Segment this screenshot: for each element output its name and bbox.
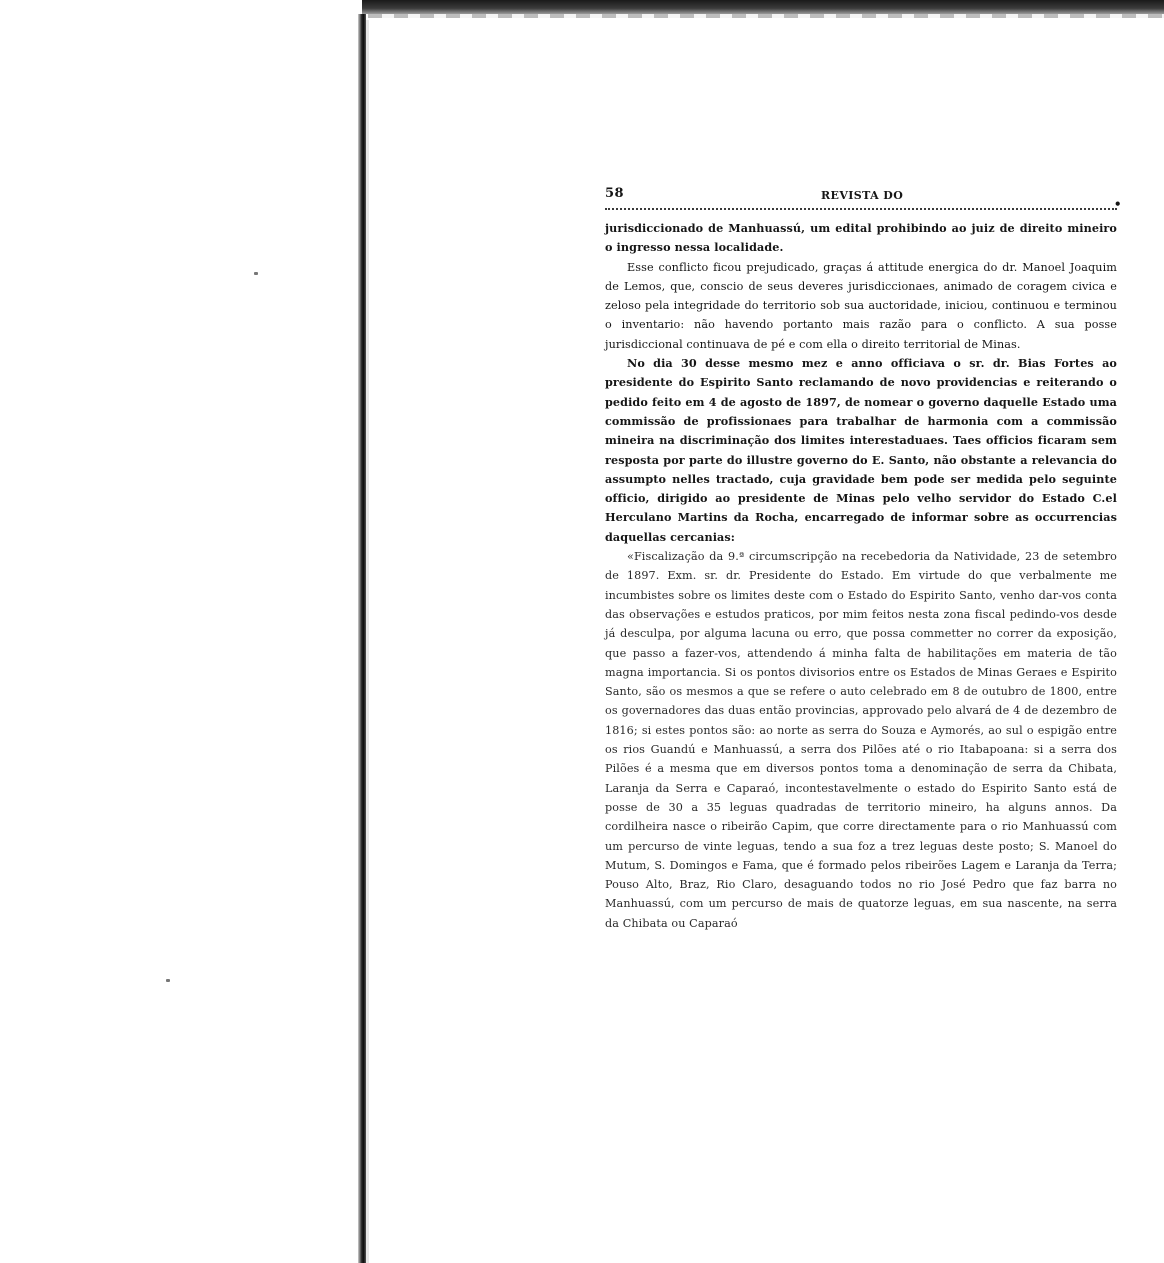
running-head [605, 186, 1122, 211]
paragraph: No dia 30 desse mesmo mez e anno officiava o sr. dr. Bias Fortes ao presidente do Espirito Santo reclamando de novo providencias e reiterando o pedido feito em 4 de agosto de 1897, de nomear o governo daquelle Estado uma commissão de profissionaes para trabalhar de harmonia com a commissão mineira na discriminação dos limites interestaduaes. Taes officios ficaram sem resposta por parte do illustre governo do E. Santo, não obstante a relevancia do assumpto nelles tractado, cuja gravidade bem pode ser medida pelo seguinte officio, dirigido ao presidente de Minas pelo velho servidor do Estado C.el Herculano Martins da Rocha, encarregado de informar sobre as occurrencias daquellas cercanias: [605, 356, 1117, 544]
left-page-blank [0, 0, 362, 1263]
paragraph-quoted-letter: «Fiscalização da 9.ª circumscripção na recebedoria da Natividade, 23 de setembro de 1897. Exm. sr. dr. Presidente do Estado. Em virtude do que verbalmente me incumbistes sobre os limites deste com o Estado do Espirito Santo, venho dar-vos conta das observações e estudos praticos, por mim feitos nesta zona fiscal pedindo-vos desde já desculpa, por alguma lacuna ou erro, que possa commetter no correr da exposição, que passo a fazer-vos, attendendo á minha falta de habilitações em materia de tão magna importancia. Si os pontos divisorios entre os Estados de Minas Geraes e Espirito Santo, são os mesmos a que se refere o auto celebrado em 8 de outubro de 1800, entre os governadores das duas então provincias, approvado pelo alvará de 4 de dezembro de 1816; si estes pontos são: ao norte as serra do Souza e Aymorés, ao sul o espigão entre os rios Guandú e Manhuassú, a serra dos Pilões até o rio Itabapoana: si a serra dos Pilões é a mesma que em diversos pontos toma a denominação de serra da Chibata, Laranja da Serra e Caparaó, incontestavelmente o estado do Espirito Santo está de posse de 30 a 35 leguas quadradas de territorio mineiro, ha alguns annos. Da cordilheira nasce o ribeirão Capim, que corre directamente para o rio Manhuassú com um percurso de vinte leguas, tendo a sua foz a trez leguas deste posto; S. Manoel do Mutum, S. Domingos e Fama, que é formado pelos ribeirões Lagem e Laranja da Terra; Pouso Alto, Braz, Rio Claro, desaguando todos no rio José Pedro que faz barra no Manhuassú, com um percurso de mais de quatorze leguas, em sua nascente, na serra da Chibata ou Caparaó [605, 550, 1117, 930]
paragraph: jurisdiccionado de Manhuassú, um edital prohibindo ao juiz de direito mineiro o ingresso nessa localidade. [605, 221, 1117, 255]
page-number: 58 [605, 186, 624, 201]
margin-mark: • [1113, 197, 1122, 211]
paragraph: Esse conflicto ficou prejudicado, graças á attitude energica do dr. Manoel Joaquim de Lemos, que, conscio de seus deveres jurisdiccionaes, animado de coragem civica e zeloso pela integridade do territorio sob sua auctoridade, iniciou, continuou e terminou o inventario: não havendo portanto mais razão para o conflicto. A sua posse jurisdiccional continuava de pé e com ella o direito territorial de Minas. [605, 260, 1117, 351]
journal-title: REVISTA DO [821, 189, 904, 202]
book-gutter-shadow [358, 14, 366, 1263]
paper-speck [254, 272, 258, 275]
paper-speck [166, 979, 170, 982]
page-text-block [605, 186, 1122, 933]
page-top-edge [362, 0, 1164, 14]
